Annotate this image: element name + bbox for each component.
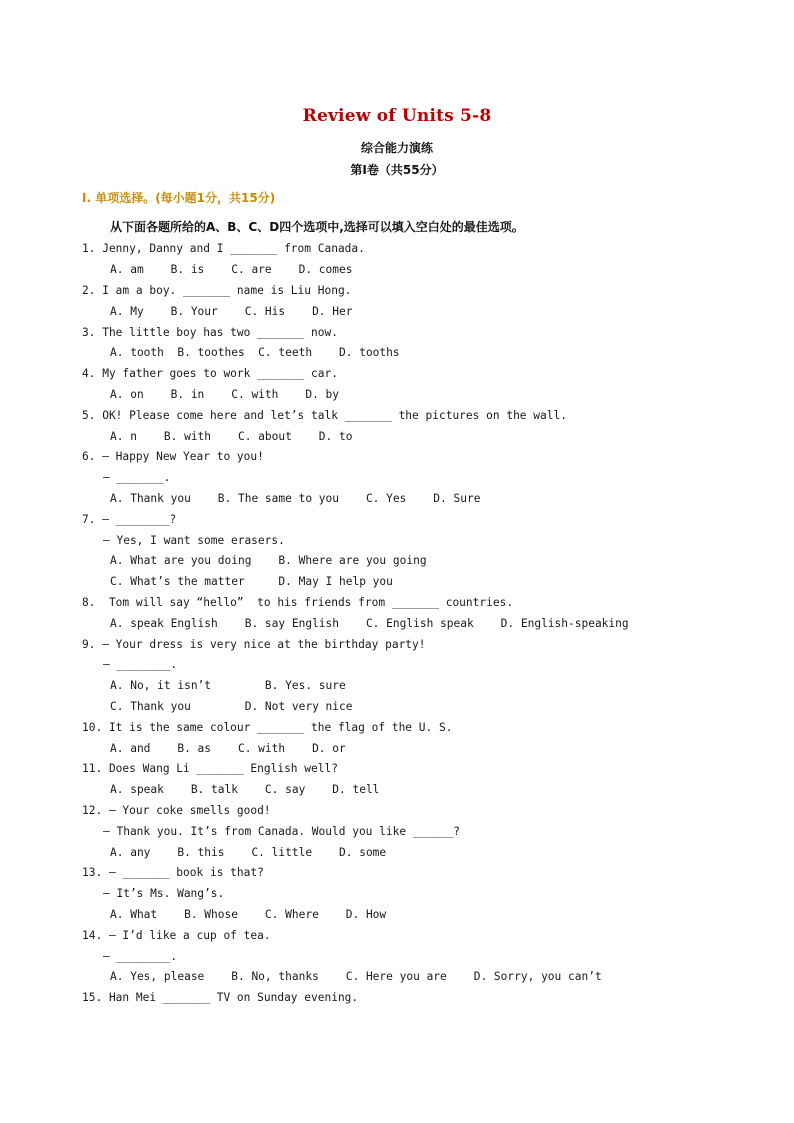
answer-options: A. and B. as C. with D. or [110,742,346,755]
answer-options: A. n B. with C. about D. to [110,430,353,443]
dialogue-line: — ________. [103,658,178,671]
answer-options: A. on B. in C. with D. by [110,388,340,401]
answer-options: C. What’s the matter D. May I help you [110,575,393,588]
answer-options: A. Yes, please B. No, thanks C. Here you are D. Sorry, you can’t [110,970,602,983]
question-stem: 10. It is the same colour _______ the flag of the U. S. [82,721,453,734]
answer-options: A. speak B. talk C. say D. tell [110,783,380,796]
question-stem: 13. — _______ book is that? [82,866,264,879]
question-stem: 6. — Happy New Year to you! [82,450,264,463]
question-stem: 12. — Your coke smells good! [82,804,271,817]
answer-options: A. Thank you B. The same to you C. Yes D. Sure [110,492,481,505]
dialogue-line: — _______. [103,471,171,484]
answer-options: A. am B. is C. are D. comes [110,263,353,276]
question-stem: 11. Does Wang Li _______ English well? [82,762,338,775]
question-stem: 5. OK! Please come here and let’s talk _______ the pictures on the wall. [82,409,567,422]
document-title: Review of Units 5-8 [302,106,492,126]
dialogue-line: — Yes, I want some erasers. [103,534,285,547]
question-stem: 4. My father goes to work _______ car. [82,367,338,380]
question-stem: 3. The little boy has two _______ now. [82,326,338,339]
section-instruction: 从下面各题所给的A、B、C、D四个选项中,选择可以填入空白处的最佳选项。 [110,220,524,234]
paper-part-label: 第Ⅰ卷（共55分） [350,163,444,177]
dialogue-line: — ________. [103,950,178,963]
answer-options: C. Thank you D. Not very nice [110,700,353,713]
answer-options: A. tooth B. toothes C. teeth D. tooths [110,346,400,359]
answer-options: A. What are you doing B. Where are you going [110,554,427,567]
answer-options: A. any B. this C. little D. some [110,846,387,859]
answer-options: A. My B. Your C. His D. Her [110,305,353,318]
dialogue-line: — Thank you. It’s from Canada. Would you like ______? [103,825,460,838]
answer-options: A. What B. Whose C. Where D. How [110,908,387,921]
section-heading: I. 单项选择。(每小题1分，共15分) [82,191,276,205]
document-subtitle: 综合能力演练 [360,141,433,155]
question-stem: 8. Tom will say “hello” to his friends from _______ countries. [82,596,514,609]
question-stem: 15. Han Mei _______ TV on Sunday evening. [82,991,359,1004]
answer-options: A. speak English B. say English C. English speak D. English-speaking [110,617,629,630]
dialogue-line: — It’s Ms. Wang’s. [103,887,225,900]
question-stem: 2. I am a boy. _______ name is Liu Hong. [82,284,352,297]
question-stem: 1. Jenny, Danny and I _______ from Canada. [82,242,365,255]
question-stem: 7. — ________? [82,513,177,526]
question-stem: 14. — I’d like a cup of tea. [82,929,271,942]
question-stem: 9. — Your dress is very nice at the birthday party! [82,638,426,651]
answer-options: A. No, it isn’t B. Yes. sure [110,679,346,692]
